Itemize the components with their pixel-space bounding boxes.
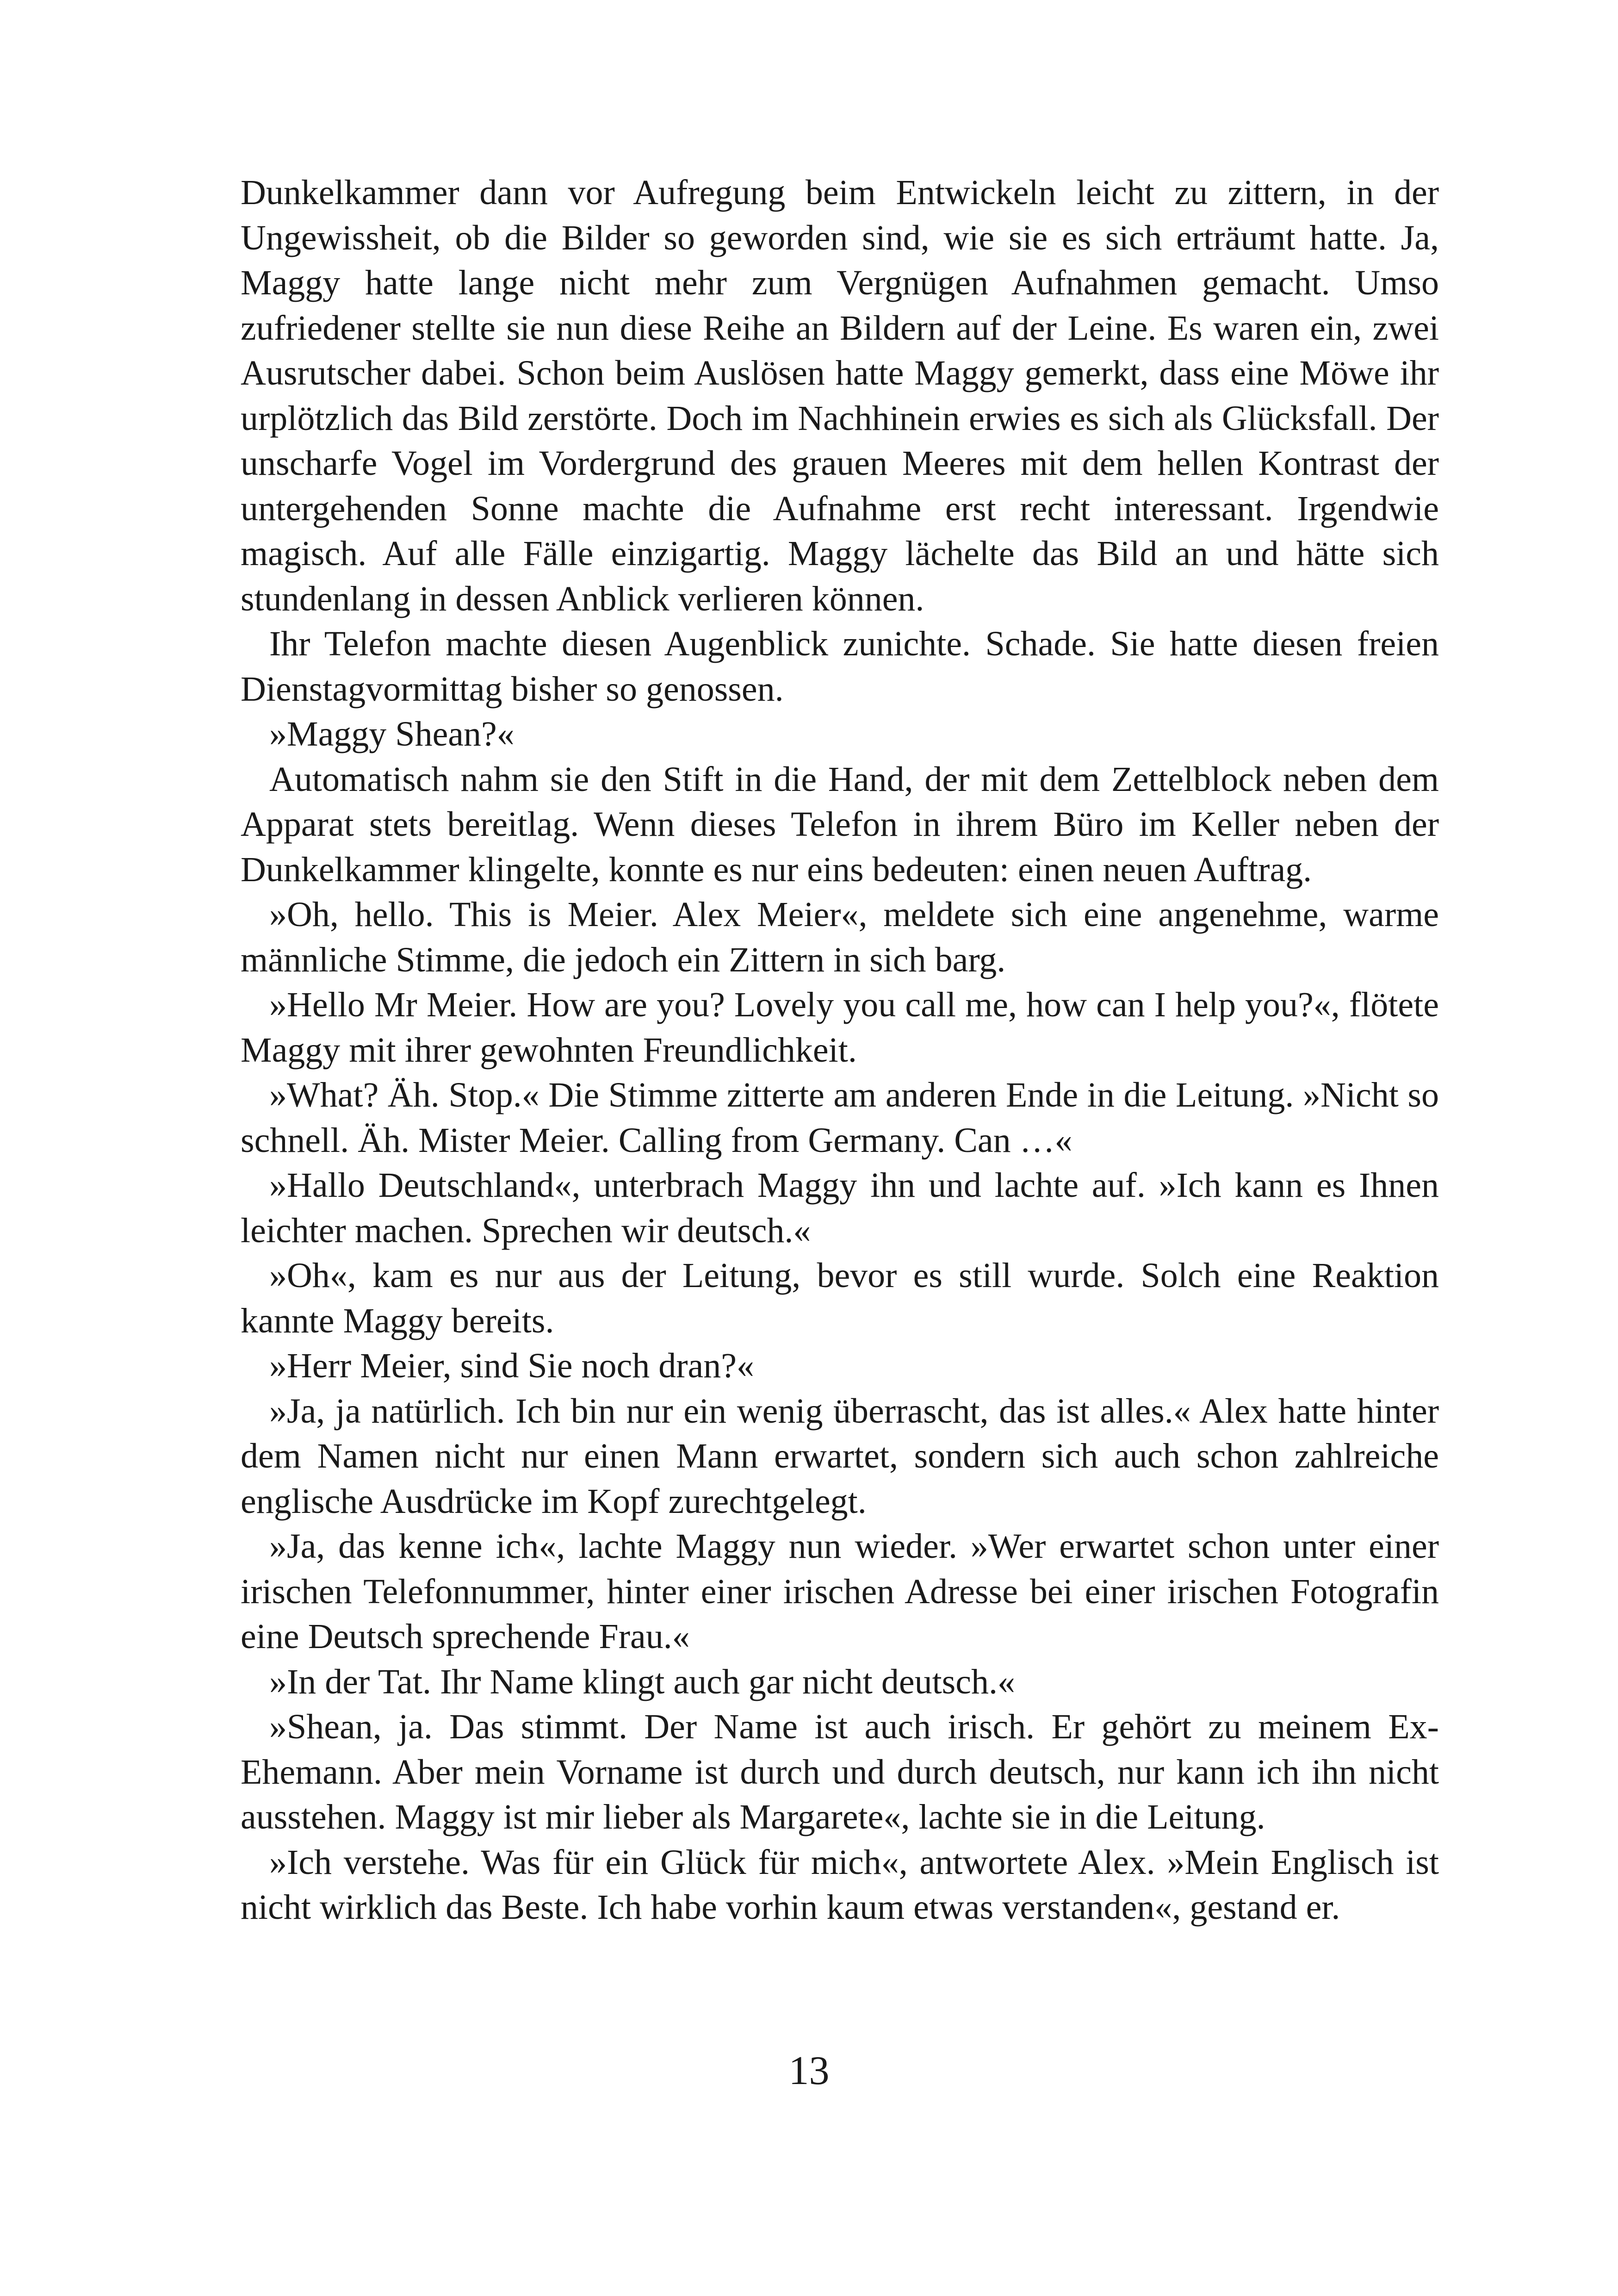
paragraph: »Ja, das kenne ich«, lachte Maggy nun wieder. »Wer erwartet schon unter einer irischen Telefonnummer, hinter einer irischen Adresse bei einer irischen Fotografin eine Deutsch sprechende Frau.«: [241, 1527, 1439, 1656]
body-text: [241, 170, 1439, 1930]
paragraph: »Shean, ja. Das stimmt. Der Name ist auch irisch. Er gehört zu meinem Ex-Ehemann. Aber mein Vorname ist durch und durch deutsch, nur kann ich ihn nicht ausstehen. Maggy ist mir lieber als Margarete«, lachte sie in die Leitung.: [241, 1707, 1439, 1836]
paragraph: Automatisch nahm sie den Stift in die Hand, der mit dem Zettelblock neben dem Apparat stets bereitlag. Wenn dieses Telefon in ihrem Büro im Keller neben der Dunkelkammer klingelte, konnte es nur eins bedeuten: einen neuen Auftrag.: [241, 759, 1439, 889]
paragraph: »Oh«, kam es nur aus der Leitung, bevor es still wurde. Solch eine Reaktion kannte Maggy bereits.: [241, 1256, 1439, 1340]
paragraph: »In der Tat. Ihr Name klingt auch gar nicht deutsch.«: [269, 1662, 1015, 1701]
paragraph: »Hello Mr Meier. How are you? Lovely you call me, how can I help you?«, flötete Maggy mit ihrer gewohnten Freundlichkeit.: [241, 985, 1439, 1070]
paragraph: »Ich verstehe. Was für ein Glück für mich«, antwortete Alex. »Mein Englisch ist nicht wirklich das Beste. Ich habe vorhin kaum etwas verstanden«, gestand er.: [241, 1842, 1439, 1927]
paragraph: »Herr Meier, sind Sie noch dran?«: [269, 1346, 754, 1385]
paragraph: Ihr Telefon machte diesen Augenblick zunichte. Schade. Sie hatte diesen freien Dienstagvormittag bisher so genossen.: [241, 624, 1439, 709]
paragraph: »Ja, ja natürlich. Ich bin nur ein wenig überrascht, das ist alles.« Alex hatte hinter dem Namen nicht nur einen Mann erwartet, sondern sich auch schon zahlreiche englische Ausdrücke im Kopf zurechtgelegt.: [241, 1391, 1439, 1521]
paragraph: »Oh, hello. This is Meier. Alex Meier«, meldete sich eine angenehme, warme männliche Stimme, die jedoch ein Zittern in sich barg.: [241, 895, 1439, 979]
paragraph: »What? Äh. Stop.« Die Stimme zitterte am anderen Ende in die Leitung. »Nicht so schnell. Äh. Mister Meier. Calling from Germany. Can …«: [241, 1076, 1439, 1160]
paragraph: »Hallo Deutschland«, unterbrach Maggy ihn und lachte auf. »Ich kann es Ihnen leichter machen. Sprechen wir deutsch.«: [241, 1166, 1439, 1250]
paragraph-continued: Dunkelkammer dann vor Aufregung beim Entwickeln leicht zu zittern, in der Ungewissheit, ob die Bilder so geworden sind, wie sie es sich erträumt hatte. Ja, Maggy hatte lange nicht mehr zum Vergnügen Aufnahmen gemacht. Umso zufriedener stellte sie nun diese Reihe an Bildern auf der Leine. Es waren ein, zwei Ausrutscher dabei. Schon beim Auslösen hatte Maggy gemerkt, dass eine Möwe ihr urplötzlich das Bild zerstörte. Doch im Nachhinein erwies es sich als Glücksfall. Der unscharfe Vogel im Vordergrund des grauen Meeres mit dem hellen Kontrast der untergehenden Sonne machte die Aufnahme erst recht interessant. Irgendwie magisch. Auf alle Fälle einzigartig. Maggy lächelte das Bild an und hätte sich stundenlang in dessen Anblick verlieren können.: [241, 173, 1439, 618]
paragraph: »Maggy Shean?«: [269, 715, 515, 753]
page-number: 13: [788, 2048, 830, 2093]
